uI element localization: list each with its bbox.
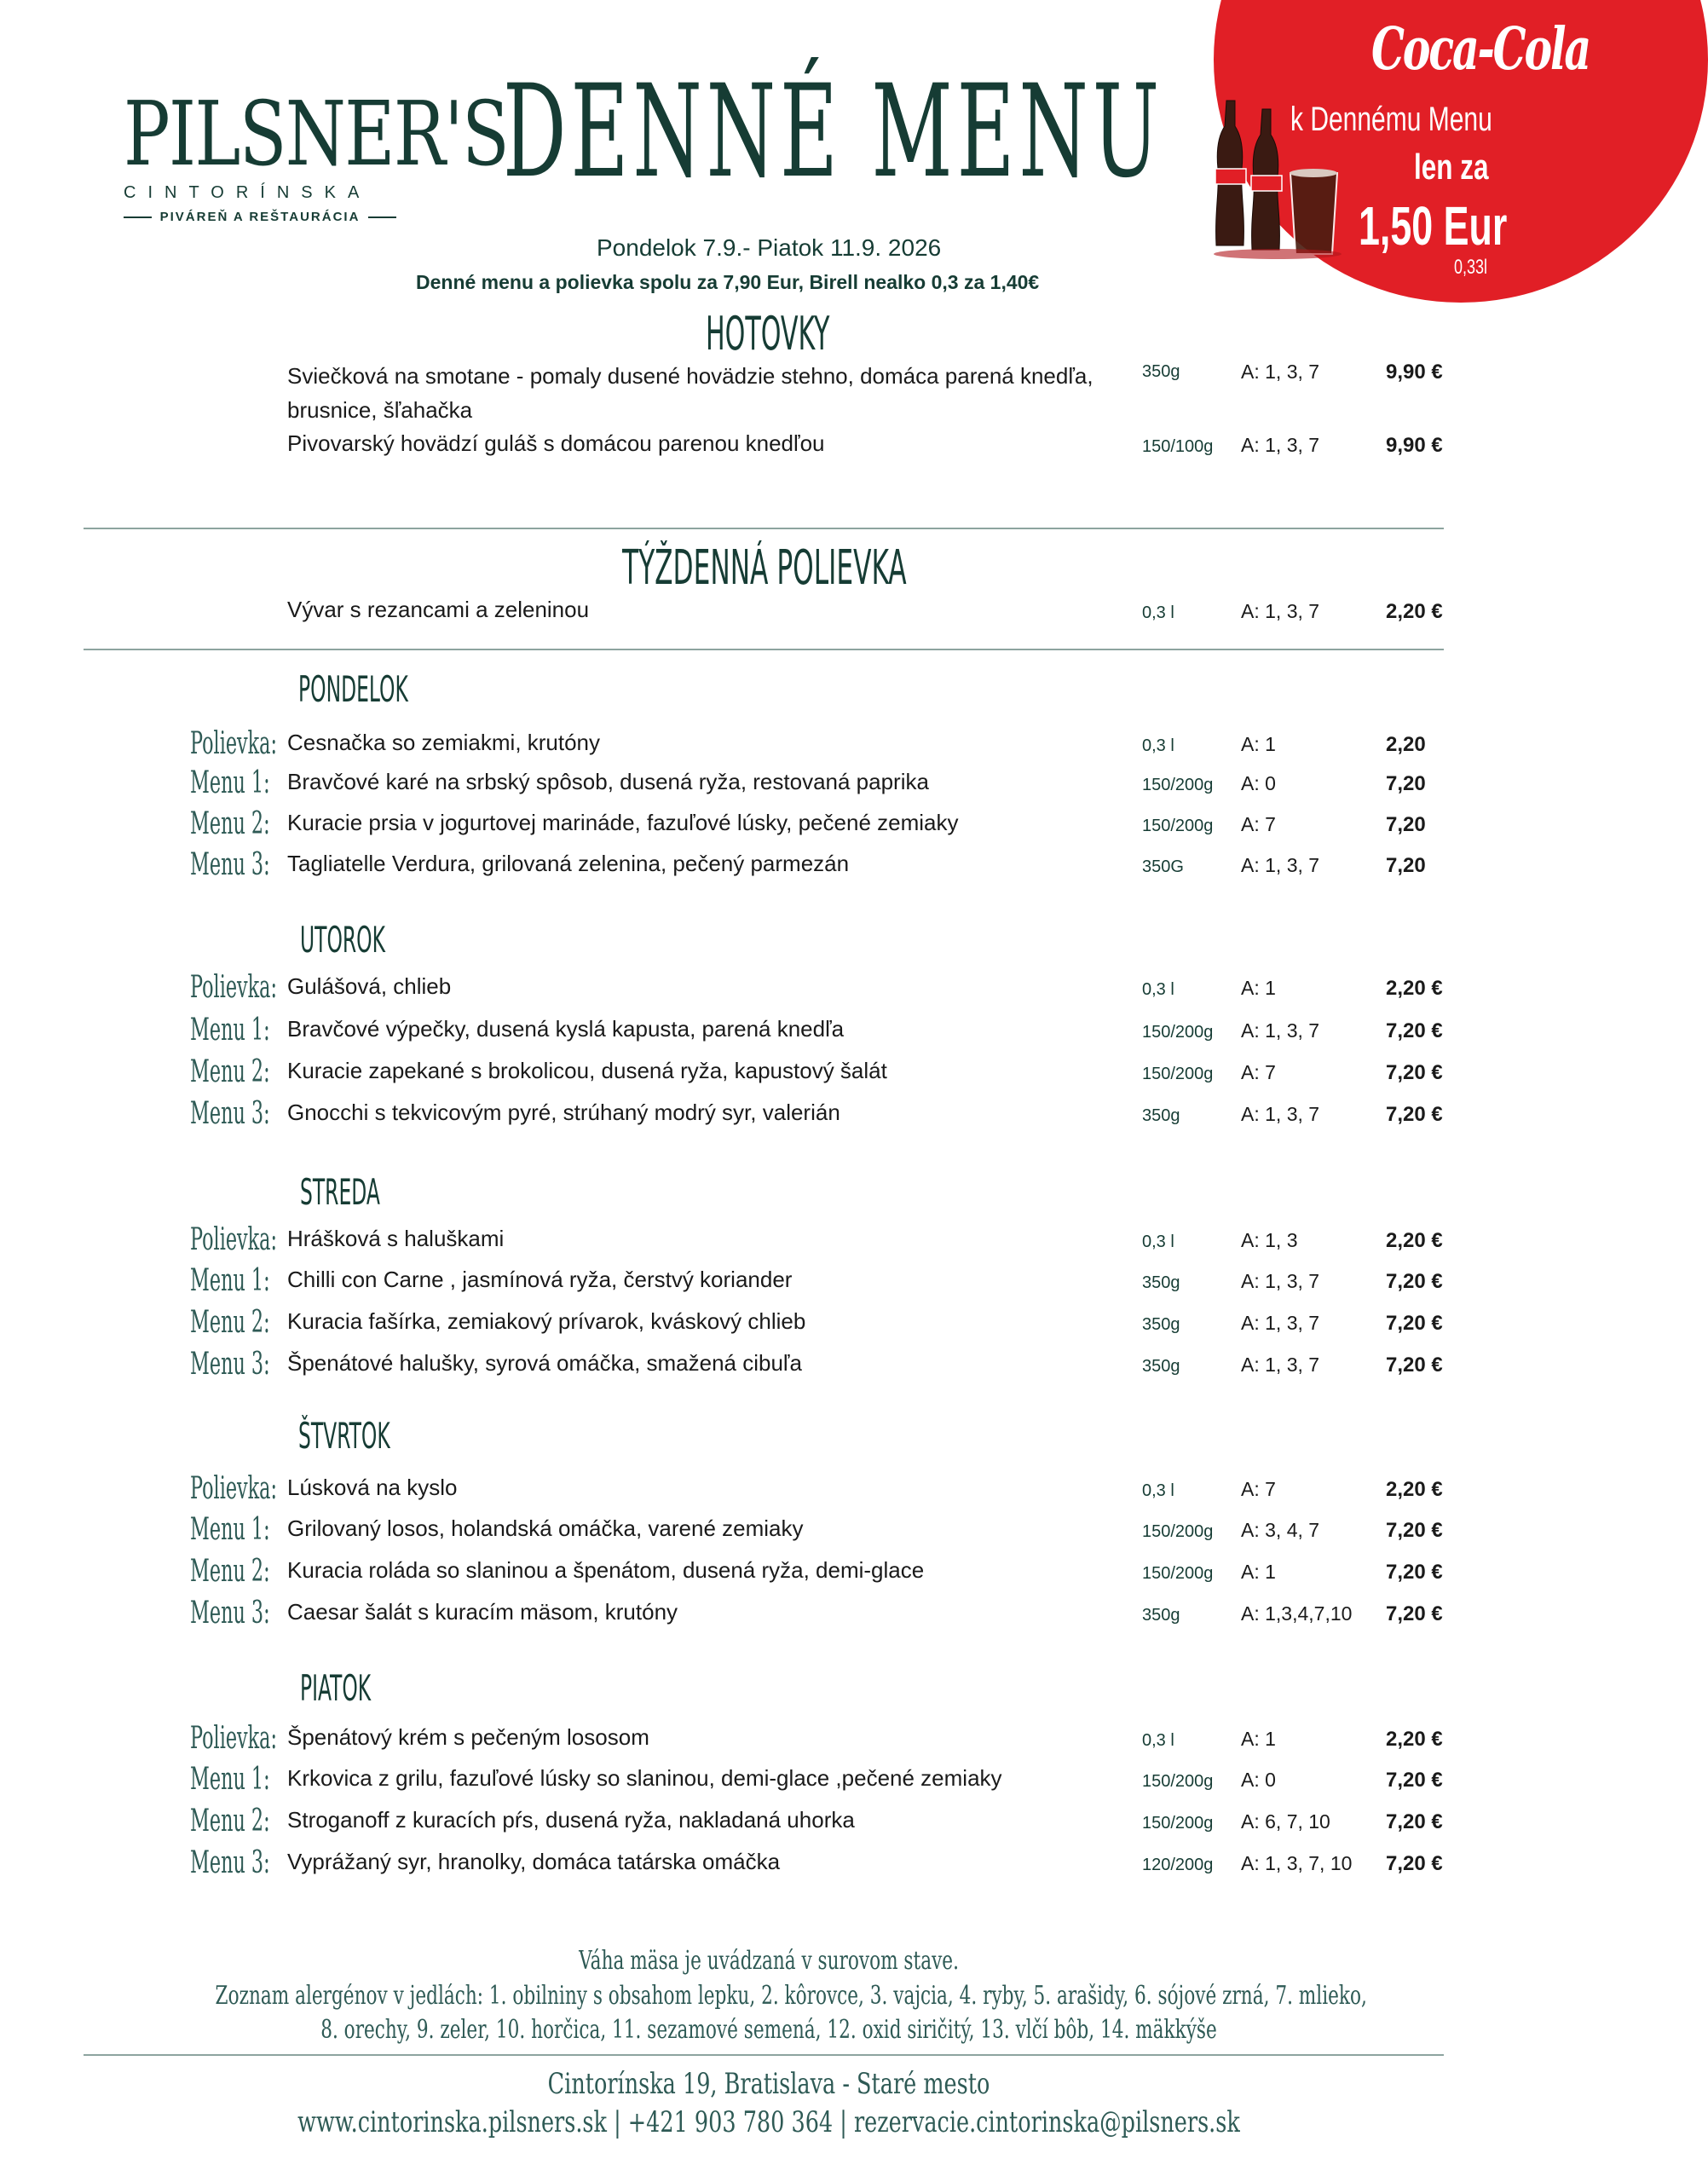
dish-weight: 350g — [1142, 1106, 1180, 1125]
dish-name: Sviečková na smotane - pomaly dusené hovädzie stehno, domáca parená knedľa, brusnice, šľahačka — [287, 363, 1093, 423]
dish-name: Krkovica z grilu, fazuľové lúsky so slaninou, demi-glace ,pečené zemiaky — [287, 1765, 1002, 1791]
dish-allergens: A: 1, 3, 7 — [1241, 361, 1320, 383]
coke-volume: 0,33l — [1454, 256, 1488, 279]
logo-rule-left — [124, 216, 152, 218]
row-label: Menu 2: — [190, 1305, 270, 1340]
row-label: Menu 3: — [190, 847, 270, 882]
dish-allergens: A: 1 — [1241, 977, 1276, 999]
row-label: Menu 2: — [190, 806, 270, 841]
dish-allergens: A: 7 — [1241, 1061, 1276, 1083]
page-title: DENNÉ MENU — [503, 58, 1164, 206]
row-label: Menu 3: — [190, 1347, 270, 1382]
row-label: Menu 3: — [190, 1596, 270, 1631]
dish-weight: 150/200g — [1142, 1065, 1214, 1083]
dish-name: Tagliatelle Verdura, grilovaná zelenina, pečený parmezán — [287, 851, 850, 876]
dish-name: Vývar s rezancami a zeleninou — [287, 597, 590, 622]
row-label: Polievka: — [190, 1721, 277, 1756]
dish-allergens: A: 1, 3, 7 — [1241, 1103, 1320, 1125]
divider — [84, 528, 1444, 529]
dish-weight: 0,3 l — [1142, 980, 1174, 999]
dish-allergens: A: 7 — [1241, 1478, 1276, 1500]
menu-row — [0, 430, 1538, 465]
row-label: Menu 3: — [190, 1845, 270, 1880]
dish-weight: 150/200g — [1142, 1023, 1214, 1042]
dish-price: 7,20 € — [1386, 1270, 1443, 1293]
dish-allergens: A: 1, 3, 7, 10 — [1241, 1852, 1353, 1874]
dish-allergens: A: 1,3,4,7,10 — [1241, 1602, 1353, 1625]
coke-price: 1,50 Eur — [1359, 195, 1508, 257]
dish-weight: 0,3 l — [1142, 1481, 1174, 1500]
dish-allergens: A: 1, 3, 7 — [1241, 1354, 1320, 1376]
coke-line-2: len za — [1414, 147, 1489, 187]
logo-location: CINTORÍNSKA — [124, 183, 372, 202]
dish-weight: 150/200g — [1142, 1814, 1214, 1833]
logo-rule-right — [368, 216, 396, 218]
dish-weight: 150/200g — [1142, 1564, 1214, 1583]
dish-name: Grilovaný losos, holandská omáčka, varené zemiaky — [287, 1515, 804, 1541]
dish-price: 9,90 € — [1386, 434, 1443, 457]
menu-row — [0, 597, 1538, 631]
dish-allergens: A: 1, 3, 7 — [1241, 600, 1320, 622]
logo-tagline-text: PIVÁREŇ A REŠTAURÁCIA — [159, 210, 361, 224]
dish-name: Kuracia roláda so slaninou a špenátom, dusená ryža, demi-glace — [287, 1557, 925, 1583]
menu-row — [0, 1054, 1538, 1092]
logo-tagline — [124, 210, 396, 224]
dish-allergens: A: 1, 3, 7 — [1241, 1019, 1320, 1042]
dish-name: Lúsková na kyslo — [287, 1475, 458, 1500]
dish-allergens: A: 1, 3, 7 — [1241, 434, 1320, 456]
row-label: Menu 2: — [190, 1054, 270, 1089]
coke-line-1: k Dennému Menu — [1290, 101, 1492, 138]
row-label: Polievka: — [190, 1222, 277, 1257]
row-label: Polievka: — [190, 1471, 277, 1506]
dish-price: 7,20 € — [1386, 1312, 1443, 1335]
dish-weight: 0,3 l — [1142, 603, 1174, 622]
dish-name: Gnocchi s tekvicovým pyré, strúhaný modrý syr, valerián — [287, 1100, 840, 1125]
dish-weight: 350g — [1142, 1606, 1180, 1625]
dish-name: Špenátový krém s pečeným lososom — [287, 1724, 649, 1750]
dish-price: 7,20 € — [1386, 1061, 1443, 1084]
menu-row — [0, 765, 1538, 803]
footer-contact: www.cintorinska.pilsners.sk | +421 903 780 364 | rezervacie.cintorinska@pilsners.sk — [297, 2105, 1240, 2139]
day-heading-streda: STREDA — [300, 1171, 380, 1213]
restaurant-logo — [124, 82, 509, 243]
dish-weight: 350G — [1142, 857, 1184, 876]
dish-weight: 150/200g — [1142, 1772, 1214, 1791]
dish-price: 2,20 € — [1386, 977, 1443, 1000]
dish-price: 7,20 — [1386, 813, 1426, 836]
dish-weight: 150/200g — [1142, 1522, 1214, 1541]
dish-allergens: A: 1, 3 — [1241, 1229, 1298, 1251]
dish-allergens: A: 3, 4, 7 — [1241, 1519, 1320, 1541]
footer-weight-note: Váha mäsa je uvádzaná v surovom stave. — [579, 1946, 959, 1976]
dish-weight: 350g — [1142, 1273, 1180, 1292]
dish-price: 7,20 € — [1386, 1852, 1443, 1875]
dish-allergens: A: 7 — [1241, 813, 1276, 835]
row-label: Menu 2: — [190, 1804, 270, 1839]
dish-name: Kuracie zapekané s brokolicou, dusená ryža, kapustový šalát — [287, 1058, 887, 1083]
dish-price: 7,20 € — [1386, 1519, 1443, 1542]
dish-allergens: A: 1 — [1241, 1728, 1276, 1750]
row-label: Menu 3: — [190, 1096, 270, 1131]
dish-name: Gulášová, chlieb — [287, 973, 452, 999]
dish-weight: 150/100g — [1142, 437, 1214, 456]
dish-price: 7,20 — [1386, 854, 1426, 877]
menu-row — [0, 1845, 1538, 1883]
dish-weight: 350g — [1142, 1315, 1180, 1334]
dish-price: 2,20 € — [1386, 1478, 1443, 1501]
coca-cola-promo — [1197, 0, 1590, 303]
dish-price: 7,20 € — [1386, 1769, 1443, 1792]
divider — [84, 2054, 1444, 2056]
dish-price: 7,20 — [1386, 772, 1426, 795]
menu-row — [0, 1721, 1538, 1758]
row-label: Polievka: — [190, 726, 277, 761]
day-heading-stvrtok: ŠTVRTOK — [298, 1415, 390, 1457]
dish-name: Kuracia fašírka, zemiakový prívarok, kváskový chlieb — [287, 1308, 806, 1334]
dish-name: Špenátové halušky, syrová omáčka, smažená cibuľa — [287, 1350, 802, 1376]
menu-row — [0, 1471, 1538, 1509]
day-heading-pondelok: PONDELOK — [298, 668, 408, 710]
dish-name: Bravčové výpečky, dusená kyslá kapusta, parená knedľa — [287, 1016, 845, 1042]
menu-row — [0, 1804, 1538, 1841]
menu-row — [0, 1512, 1538, 1550]
dish-weight: 150/200g — [1142, 817, 1214, 835]
dish-price: 7,20 € — [1386, 1103, 1443, 1126]
dish-price: 2,20 — [1386, 733, 1426, 756]
day-heading-piatok: PIATOK — [300, 1667, 372, 1709]
dish-allergens: A: 1 — [1241, 1561, 1276, 1583]
row-label: Menu 1: — [190, 765, 270, 800]
footer-allergens-2: 8. orechy, 9. zeler, 10. horčica, 11. sezamové semená, 12. oxid siričitý, 13. vlčí bôb, 14. mäkkýše — [320, 2015, 1217, 2045]
row-label: Menu 1: — [190, 1263, 270, 1298]
date-range: Pondelok 7.9.- Piatok 11.9. 2026 — [597, 234, 942, 261]
day-heading-utorok: UTOROK — [300, 919, 385, 961]
dish-weight: 0,3 l — [1142, 736, 1174, 755]
dish-price: 7,20 € — [1386, 1354, 1443, 1377]
dish-name: Bravčové karé na srbský spôsob, dusená ryža, restovaná paprika — [287, 769, 929, 794]
menu-row — [0, 726, 1538, 764]
dish-allergens: A: 1, 3, 7 — [1241, 1312, 1320, 1334]
dish-weight: 120/200g — [1142, 1856, 1214, 1874]
dish-weight: 350g — [1142, 362, 1180, 381]
footer-allergens-1: Zoznam alergénov v jedlách: 1. obilniny s obsahom lepku, 2. kôrovce, 3. vajcia, 4. ryby, 5. arašidy, 6. sójové zrná, 7. mlieko, — [215, 1981, 1367, 2011]
menu-row — [0, 806, 1538, 844]
menu-row — [0, 1096, 1538, 1134]
row-label: Menu 1: — [190, 1762, 270, 1797]
section-heading-hotovky: HOTOVKY — [706, 307, 830, 361]
dish-name: Stroganoff z kuracích pŕs, dusená ryža, nakladaná uhorka — [287, 1807, 855, 1833]
footer-address: Cintorínska 19, Bratislava - Staré mesto — [547, 2067, 990, 2101]
menu-row — [0, 1263, 1538, 1301]
dish-price: 7,20 € — [1386, 1019, 1443, 1042]
section-heading-weekly-soup: TÝŽDENNÁ POLIEVKA — [622, 540, 907, 596]
dish-name: Pivovarský hovädzí guláš s domácou parenou knedľou — [287, 430, 825, 456]
combo-offer: Denné menu a polievka spolu za 7,90 Eur, Birell nealko 0,3 za 1,40€ — [416, 271, 1040, 293]
row-label: Menu 1: — [190, 1013, 270, 1048]
dish-price: 2,20 € — [1386, 1728, 1443, 1751]
dish-name: Vyprážaný syr, hranolky, domáca tatárska omáčka — [287, 1849, 781, 1874]
dish-weight: 0,3 l — [1142, 1731, 1174, 1750]
dish-price: 7,20 € — [1386, 1602, 1443, 1625]
logo-wordmark: PILSNER'S — [124, 82, 509, 186]
row-label: Polievka: — [190, 970, 277, 1005]
dish-weight: 150/200g — [1142, 776, 1214, 794]
dish-weight: 350g — [1142, 1357, 1180, 1376]
dish-allergens: A: 1, 3, 7 — [1241, 854, 1320, 876]
dish-name: Cesnačka so zemiakmi, krutóny — [287, 730, 601, 755]
dish-allergens: A: 1, 3, 7 — [1241, 1270, 1320, 1292]
dish-name: Chilli con Carne , jasmínová ryža, čerstvý koriander — [287, 1267, 793, 1292]
dish-price: 7,20 € — [1386, 1561, 1443, 1584]
dish-allergens: A: 6, 7, 10 — [1241, 1810, 1330, 1833]
menu-row — [0, 847, 1538, 885]
menu-row — [0, 1596, 1538, 1633]
menu-row — [0, 1013, 1538, 1050]
dish-weight: 0,3 l — [1142, 1232, 1174, 1251]
row-label: Menu 2: — [190, 1554, 270, 1589]
coke-brand: Coca-Cola — [1371, 15, 1590, 84]
menu-row — [0, 361, 1538, 423]
dish-allergens: A: 1 — [1241, 733, 1276, 755]
dish-name: Hrášková s haluškami — [287, 1226, 505, 1251]
menu-row — [0, 970, 1538, 1007]
dish-name: Caesar šalát s kuracím mäsom, krutóny — [287, 1599, 678, 1625]
menu-row — [0, 1554, 1538, 1591]
menu-row — [0, 1305, 1538, 1342]
menu-row — [0, 1347, 1538, 1384]
divider — [84, 649, 1444, 650]
row-label: Menu 1: — [190, 1512, 270, 1547]
dish-name: Kuracie prsia v jogurtovej marináde, fazuľové lúsky, pečené zemiaky — [287, 810, 959, 835]
menu-row — [0, 1222, 1538, 1260]
dish-price: 2,20 € — [1386, 1229, 1443, 1252]
dish-allergens: A: 0 — [1241, 1769, 1276, 1791]
dish-price: 9,90 € — [1386, 361, 1443, 384]
dish-allergens: A: 0 — [1241, 772, 1276, 794]
dish-price: 2,20 € — [1386, 600, 1443, 623]
dish-price: 7,20 € — [1386, 1810, 1443, 1833]
menu-row — [0, 1762, 1538, 1799]
